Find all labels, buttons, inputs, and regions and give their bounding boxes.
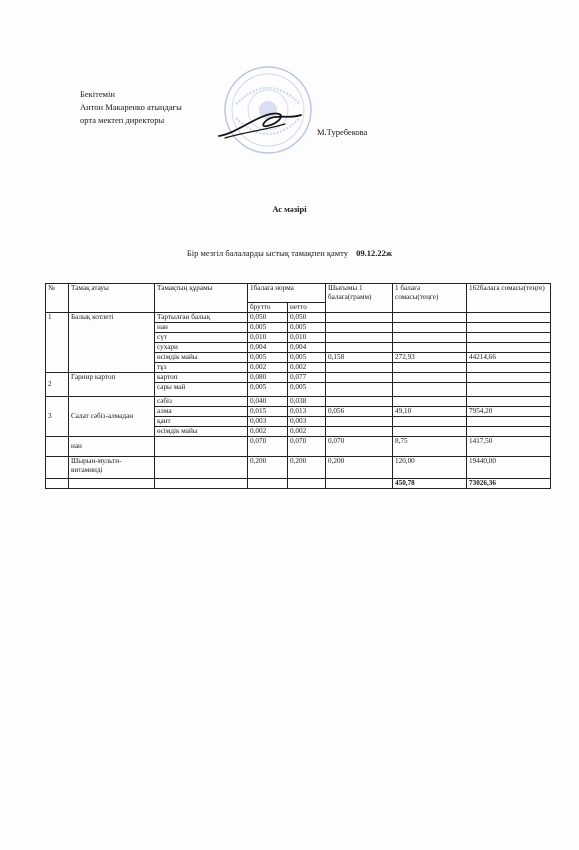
header-dish: Тамақ атауы <box>69 284 155 313</box>
cell-yield <box>326 313 393 323</box>
menu-table <box>45 283 551 489</box>
totals-row <box>46 479 551 489</box>
cell-ingredient: сүт <box>155 333 248 343</box>
cell-yield: 0,056 <box>326 407 393 417</box>
cell-netto: 0,004 <box>288 343 326 353</box>
approval-line: Бекітемін <box>80 89 115 99</box>
cell-cost-one <box>393 417 467 427</box>
cell-no: 1 <box>46 313 69 373</box>
total-cost-one: 450,78 <box>393 479 467 489</box>
cell-netto: 0,005 <box>288 323 326 333</box>
cell-no <box>46 437 69 457</box>
cell-brutto: 0,004 <box>248 343 288 353</box>
cell-cost-total <box>467 397 551 407</box>
cell-empty <box>46 479 69 489</box>
cell-no: 3 <box>46 397 69 437</box>
cell-empty <box>155 479 248 489</box>
cell-empty <box>69 479 155 489</box>
cell-brutto: 0,010 <box>248 333 288 343</box>
cell-cost-one: 8,75 <box>393 437 467 457</box>
cell-cost-one <box>393 343 467 353</box>
cell-cost-one: 120,00 <box>393 457 467 479</box>
cell-cost-total <box>467 417 551 427</box>
cell-ingredient: Тартылған балық <box>155 313 248 323</box>
header-norm: 1балаға норма <box>248 284 326 303</box>
cell-brutto: 0,040 <box>248 397 288 407</box>
cell-dish: нан <box>69 437 155 457</box>
cell-ingredient: картоп <box>155 373 248 383</box>
cell-ingredient <box>155 437 248 457</box>
cell-cost-total <box>467 323 551 333</box>
cell-ingredient: қант <box>155 417 248 427</box>
cell-yield <box>326 333 393 343</box>
cell-brutto: 0,015 <box>248 407 288 417</box>
cell-yield <box>326 417 393 427</box>
cell-yield: 0,200 <box>326 457 393 479</box>
document-title: Ас мәзірі <box>272 204 307 214</box>
signature-icon <box>215 108 305 142</box>
cell-ingredient <box>155 457 248 479</box>
cell-empty <box>326 479 393 489</box>
cell-netto: 0,050 <box>288 313 326 323</box>
cell-brutto: 0,200 <box>248 457 288 479</box>
cell-cost-one <box>393 333 467 343</box>
cell-ingredient: алма <box>155 407 248 417</box>
table-header-row <box>46 284 551 303</box>
subtitle-date: 09.12.22ж <box>356 248 393 258</box>
document-subtitle <box>0 248 579 258</box>
cell-cost-total: 1417,50 <box>467 437 551 457</box>
cell-cost-total <box>467 343 551 353</box>
cell-no: 2 <box>46 373 69 397</box>
cell-empty <box>288 479 326 489</box>
cell-brutto: 0,070 <box>248 437 288 457</box>
cell-cost-total <box>467 333 551 343</box>
cell-dish: Салат сәбіз-алмадан <box>69 397 155 437</box>
cell-cost-one <box>393 427 467 437</box>
cell-ingredient: өсімдік майы <box>155 427 248 437</box>
cell-ingredient: сары май <box>155 383 248 397</box>
cell-brutto: 0,080 <box>248 373 288 383</box>
cell-ingredient: сәбіз <box>155 397 248 407</box>
cell-yield: 0,070 <box>326 437 393 457</box>
cell-dish: Балық котлеті <box>69 313 155 373</box>
subtitle-text: Бір мезгіл балаларды ыстық тамақпен қамту <box>186 248 349 258</box>
table-row <box>46 313 551 323</box>
cell-brutto: 0,005 <box>248 323 288 333</box>
cell-cost-total <box>467 313 551 323</box>
header-yield: Шығымы 1 балаға(грамм) <box>326 284 393 313</box>
cell-brutto: 0,002 <box>248 427 288 437</box>
cell-netto: 0,005 <box>288 383 326 397</box>
cell-netto: 0,200 <box>288 457 326 479</box>
header-cost-one: 1 балаға сомасы(теңге) <box>393 284 467 313</box>
cell-ingredient: тұз <box>155 363 248 373</box>
cell-yield <box>326 363 393 373</box>
cell-cost-one <box>393 323 467 333</box>
table-row <box>46 397 551 407</box>
cell-yield <box>326 323 393 333</box>
cell-cost-one <box>393 363 467 373</box>
header-composition: Тамақтың құрамы <box>155 284 248 313</box>
cell-dish: Шырын-мульти-витаминді <box>69 457 155 479</box>
cell-yield <box>326 343 393 353</box>
header-netto: нетто <box>288 303 326 313</box>
cell-cost-one <box>393 313 467 323</box>
header-cost-total: 162балаға сомасы(теңге) <box>467 284 551 313</box>
cell-cost-one <box>393 383 467 397</box>
cell-netto: 0,010 <box>288 333 326 343</box>
cell-ingredient: өсімдік майы <box>155 353 248 363</box>
cell-brutto: 0,050 <box>248 313 288 323</box>
table-row <box>46 437 551 457</box>
cell-brutto: 0,002 <box>248 363 288 373</box>
cell-brutto: 0,005 <box>248 383 288 397</box>
cell-yield: 0,158 <box>326 353 393 363</box>
cell-cost-total: 19440,00 <box>467 457 551 479</box>
cell-netto: 0,003 <box>288 417 326 427</box>
cell-cost-total: 44214,66 <box>467 353 551 363</box>
cell-cost-total <box>467 373 551 383</box>
cell-no <box>46 457 69 479</box>
cell-cost-total: 7954,20 <box>467 407 551 417</box>
table-row <box>46 457 551 479</box>
cell-netto: 0,077 <box>288 373 326 383</box>
cell-cost-one <box>393 373 467 383</box>
cell-netto: 0,002 <box>288 427 326 437</box>
header-brutto: брутто <box>248 303 288 313</box>
cell-cost-total <box>467 383 551 397</box>
cell-ingredient: нан <box>155 323 248 333</box>
cell-cost-total <box>467 363 551 373</box>
cell-ingredient: сухари <box>155 343 248 353</box>
cell-netto: 0,002 <box>288 363 326 373</box>
cell-cost-one: 49,10 <box>393 407 467 417</box>
cell-netto: 0,005 <box>288 353 326 363</box>
director-name: М.Туребекова <box>317 127 368 137</box>
cell-cost-one: 272,93 <box>393 353 467 363</box>
cell-yield <box>326 427 393 437</box>
table-row <box>46 373 551 383</box>
cell-empty <box>248 479 288 489</box>
approval-line: Антон Макаренко атындағы <box>80 102 182 112</box>
cell-brutto: 0,005 <box>248 353 288 363</box>
cell-cost-one <box>393 397 467 407</box>
total-cost-total: 73026,36 <box>467 479 551 489</box>
cell-yield <box>326 373 393 383</box>
cell-yield <box>326 383 393 397</box>
cell-dish: Гарнир картоп <box>69 373 155 397</box>
approval-line: орта мектеп директоры <box>80 115 165 125</box>
cell-brutto: 0,003 <box>248 417 288 427</box>
cell-netto: 0,038 <box>288 397 326 407</box>
approval-block <box>80 88 182 127</box>
cell-netto: 0,013 <box>288 407 326 417</box>
cell-cost-total <box>467 427 551 437</box>
cell-yield <box>326 397 393 407</box>
header-no: № <box>46 284 69 313</box>
cell-netto: 0,070 <box>288 437 326 457</box>
